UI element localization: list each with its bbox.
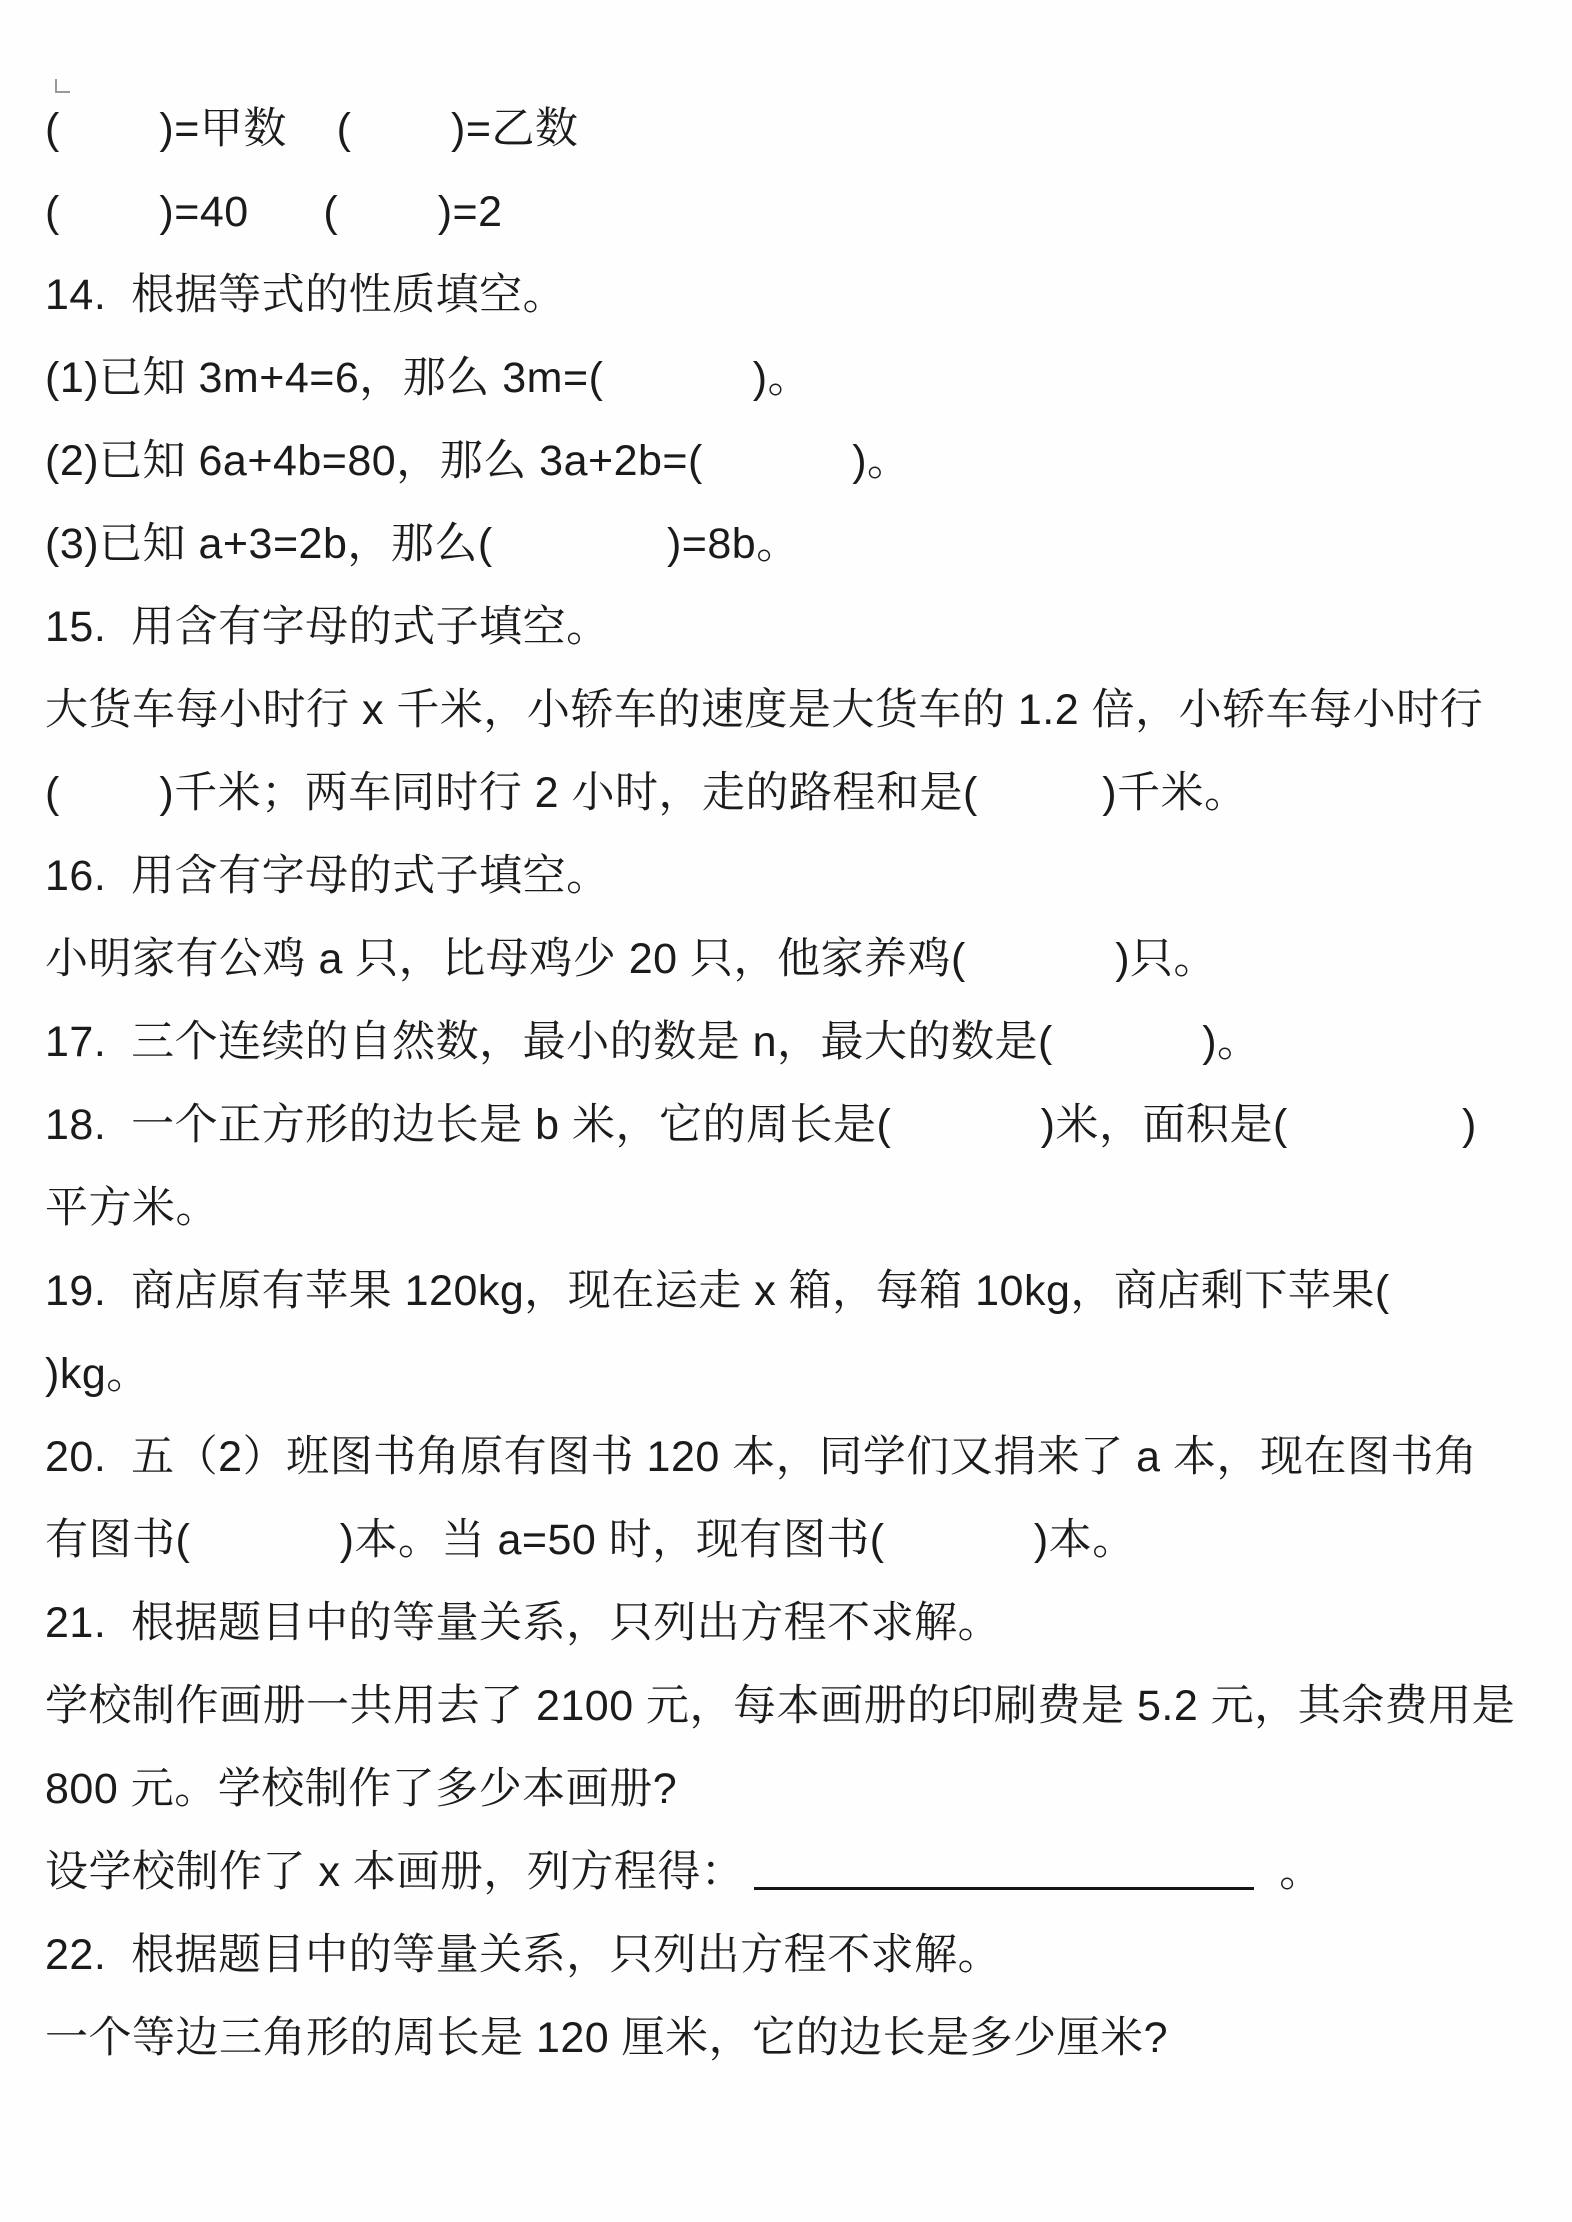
text-line — [45, 1250, 1535, 1333]
line-text: ( )千米；两车同时行 2 小时，走的路程和是( )千米。 — [45, 769, 1248, 817]
text-line — [45, 88, 1535, 171]
line-text: 18. 一个正方形的边长是 b 米，它的周长是( )米，面积是( ) — [45, 1101, 1477, 1149]
line-text: 22. 根据题目中的等量关系，只列出方程不求解。 — [45, 1931, 1002, 1979]
line-text: ( )=40 ( )=2 — [45, 188, 503, 236]
text-line — [45, 1665, 1535, 1748]
line-text: 20. 五（2）班图书角原有图书 120 本，同学们又捐来了 a 本，现在图书角 — [45, 1433, 1478, 1481]
text-line — [45, 1416, 1535, 1499]
line-text: 平方米。 — [45, 1184, 219, 1232]
text-line — [45, 1499, 1535, 1582]
line-text: (3)已知 a+3=2b，那么( )=8b。 — [45, 520, 800, 568]
text-line — [45, 1167, 1535, 1250]
line-text: 14. 根据等式的性质填空。 — [45, 271, 567, 319]
text-line — [45, 586, 1535, 669]
line-text: 800 元。学校制作了多少本画册? — [45, 1765, 678, 1813]
text-line — [45, 1748, 1535, 1831]
line-text: (2)已知 6a+4b=80，那么 3a+2b=( )。 — [45, 437, 911, 485]
text-line — [45, 918, 1535, 1001]
text-line — [45, 420, 1535, 503]
line-text: 设学校制作了 x 本画册，列方程得： — [45, 1848, 745, 1896]
text-line — [45, 1333, 1535, 1416]
line-tail: 。 — [1254, 1848, 1323, 1896]
text-line — [45, 835, 1535, 918]
text-line — [45, 1582, 1535, 1665]
line-text: 17. 三个连续的自然数，最小的数是 n，最大的数是( )。 — [45, 1018, 1261, 1066]
text-line — [45, 1084, 1535, 1167]
line-text: 15. 用含有字母的式子填空。 — [45, 603, 610, 651]
text-line — [45, 1914, 1535, 1997]
line-text: 19. 商店原有苹果 120kg，现在运走 x 箱，每箱 10kg，商店剩下苹果( — [45, 1267, 1390, 1315]
text-line — [45, 503, 1535, 586]
text-line — [45, 254, 1535, 337]
text-line — [45, 171, 1535, 254]
line-text: 小明家有公鸡 a 只，比母鸡少 20 只，他家养鸡( )只。 — [45, 935, 1218, 983]
line-text: )kg。 — [45, 1350, 150, 1398]
line-text: 一个等边三角形的周长是 120 厘米，它的边长是多少厘米? — [45, 2014, 1169, 2062]
line-text: 学校制作画册一共用去了 2100 元，每本画册的印刷费是 5.2 元，其余费用是 — [45, 1682, 1516, 1730]
text-line — [45, 1831, 1535, 1914]
answer-blank-underline — [754, 1879, 1254, 1890]
text-line — [45, 1001, 1535, 1084]
line-text: 16. 用含有字母的式子填空。 — [45, 852, 610, 900]
line-text: 有图书( )本。当 a=50 时，现有图书( )本。 — [45, 1516, 1136, 1564]
line-text: (1)已知 3m+4=6，那么 3m=( )。 — [45, 354, 812, 402]
text-line — [45, 752, 1535, 835]
worksheet-lines — [45, 88, 1535, 2080]
line-text: 21. 根据题目中的等量关系，只列出方程不求解。 — [45, 1599, 1002, 1647]
text-line — [45, 1997, 1535, 2080]
line-text: 大货车每小时行 x 千米，小轿车的速度是大货车的 1.2 倍，小轿车每小时行 — [45, 686, 1484, 734]
text-line — [45, 337, 1535, 420]
line-text: ( )=甲数 ( )=乙数 — [45, 105, 579, 153]
text-line — [45, 669, 1535, 752]
